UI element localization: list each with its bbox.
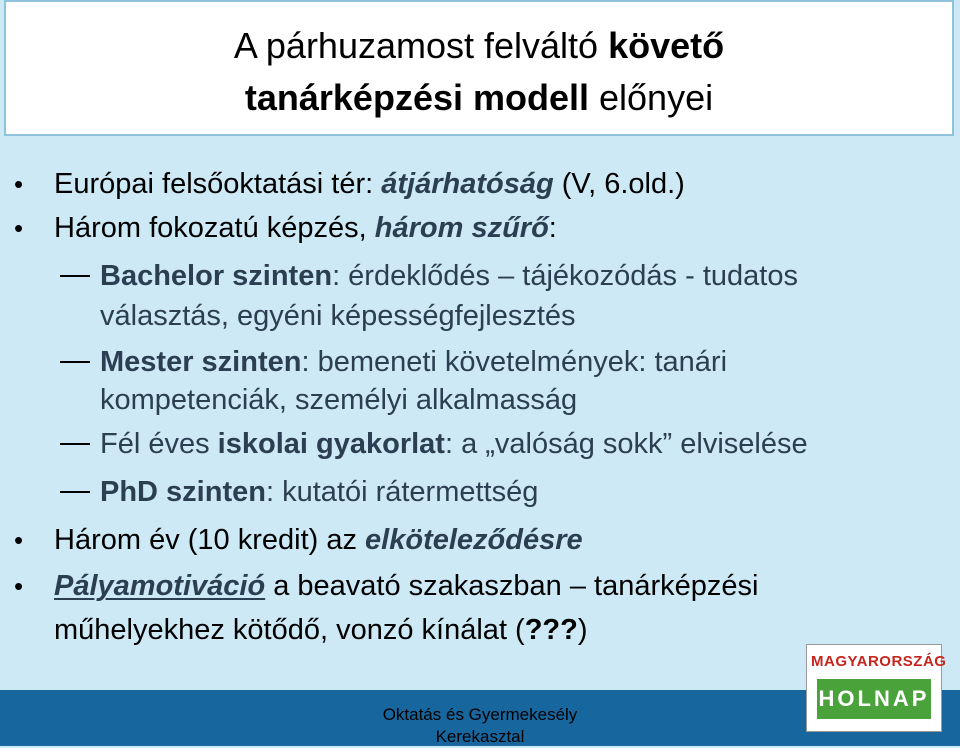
dash-marker <box>60 361 90 363</box>
bullet-2 <box>54 210 557 246</box>
sub-bullet-1-line-2: választás, egyéni képességfejlesztés <box>100 300 576 332</box>
magyarorszag-holnap-logo <box>806 644 947 732</box>
sub-bullet-2-bold: Mester szinten <box>100 346 302 378</box>
sub-bullet-1-text: : érdeklődés – tájékozódás - tudatos <box>332 260 798 292</box>
sub-bullet-4-text: : kutatói rátermettség <box>265 476 539 508</box>
title-text-2a: tanárképzési modell <box>244 77 590 118</box>
sub-bullet-4 <box>100 474 538 510</box>
logo-top-text: MAGYARORSZÁG <box>811 653 947 670</box>
sub-bullet-3-pre: Fél éves <box>100 428 218 460</box>
dash-marker <box>60 491 90 493</box>
title-text-1a: A párhuzamost felváltó <box>233 25 609 66</box>
footer-line-2: Kerekasztal <box>435 727 525 746</box>
sub-bullet-3-bold: iskolai gyakorlat <box>217 428 445 460</box>
bullet-dot: • <box>14 571 24 601</box>
sub-bullet-2-text: : bemeneti követelmények: tanári <box>301 346 728 378</box>
bullet-4-line-2 <box>54 612 588 648</box>
sub-bullet-1-line-1 <box>100 258 798 294</box>
bullet-1-emphasis: átjárhatóság <box>381 168 554 200</box>
footer-line-1: Oktatás és Gyermekesély <box>382 705 578 724</box>
bullet-2-emphasis: három szűrő <box>374 212 549 244</box>
dash-marker <box>60 275 90 277</box>
bullet-dot: • <box>14 213 24 243</box>
sub-bullet-3-text: : a „valóság sokk” elviselése <box>444 428 808 460</box>
title-text-1b: követő <box>608 25 725 66</box>
bullet-dot: • <box>14 169 24 199</box>
bullet-4-text: a beavató szakaszban – tanárképzési <box>265 570 759 602</box>
sub-bullet-4-bold: PhD szinten <box>100 476 266 508</box>
bullet-2-text: Három fokozatú képzés, <box>54 212 375 244</box>
title-text-2b: előnyei <box>589 77 714 118</box>
sub-bullet-1-bold: Bachelor szinten <box>100 260 333 292</box>
bullet-4-text-2a: műhelyekhez kötődő, vonzó kínálat ( <box>54 614 525 646</box>
bullet-1-text: Európai felsőoktatási tér: <box>54 168 382 200</box>
logo-bottom-text: HOLNAP <box>817 679 931 719</box>
bullet-3-emphasis: elköteleződésre <box>365 524 583 556</box>
sub-bullet-2-line-1 <box>100 344 727 380</box>
sub-bullet-3 <box>100 426 808 462</box>
dash-marker <box>60 443 90 445</box>
bullet-dot: • <box>14 525 24 555</box>
bullet-4-question-marks: ??? <box>524 614 578 646</box>
bullet-2-tail: : <box>548 212 557 244</box>
bullet-4-line-1 <box>54 568 758 604</box>
bullet-1 <box>54 166 685 202</box>
sub-bullet-2-line-2: kompetenciák, személyi alkalmasság <box>100 384 578 416</box>
bullet-4-text-2b: ) <box>577 614 588 646</box>
bullet-3 <box>54 522 583 558</box>
bullet-3-text: Három év (10 kredit) az <box>54 524 366 556</box>
bullet-4-emphasis: Pályamotiváció <box>54 570 266 602</box>
bullet-1-tail: (V, 6.old.) <box>553 168 685 200</box>
